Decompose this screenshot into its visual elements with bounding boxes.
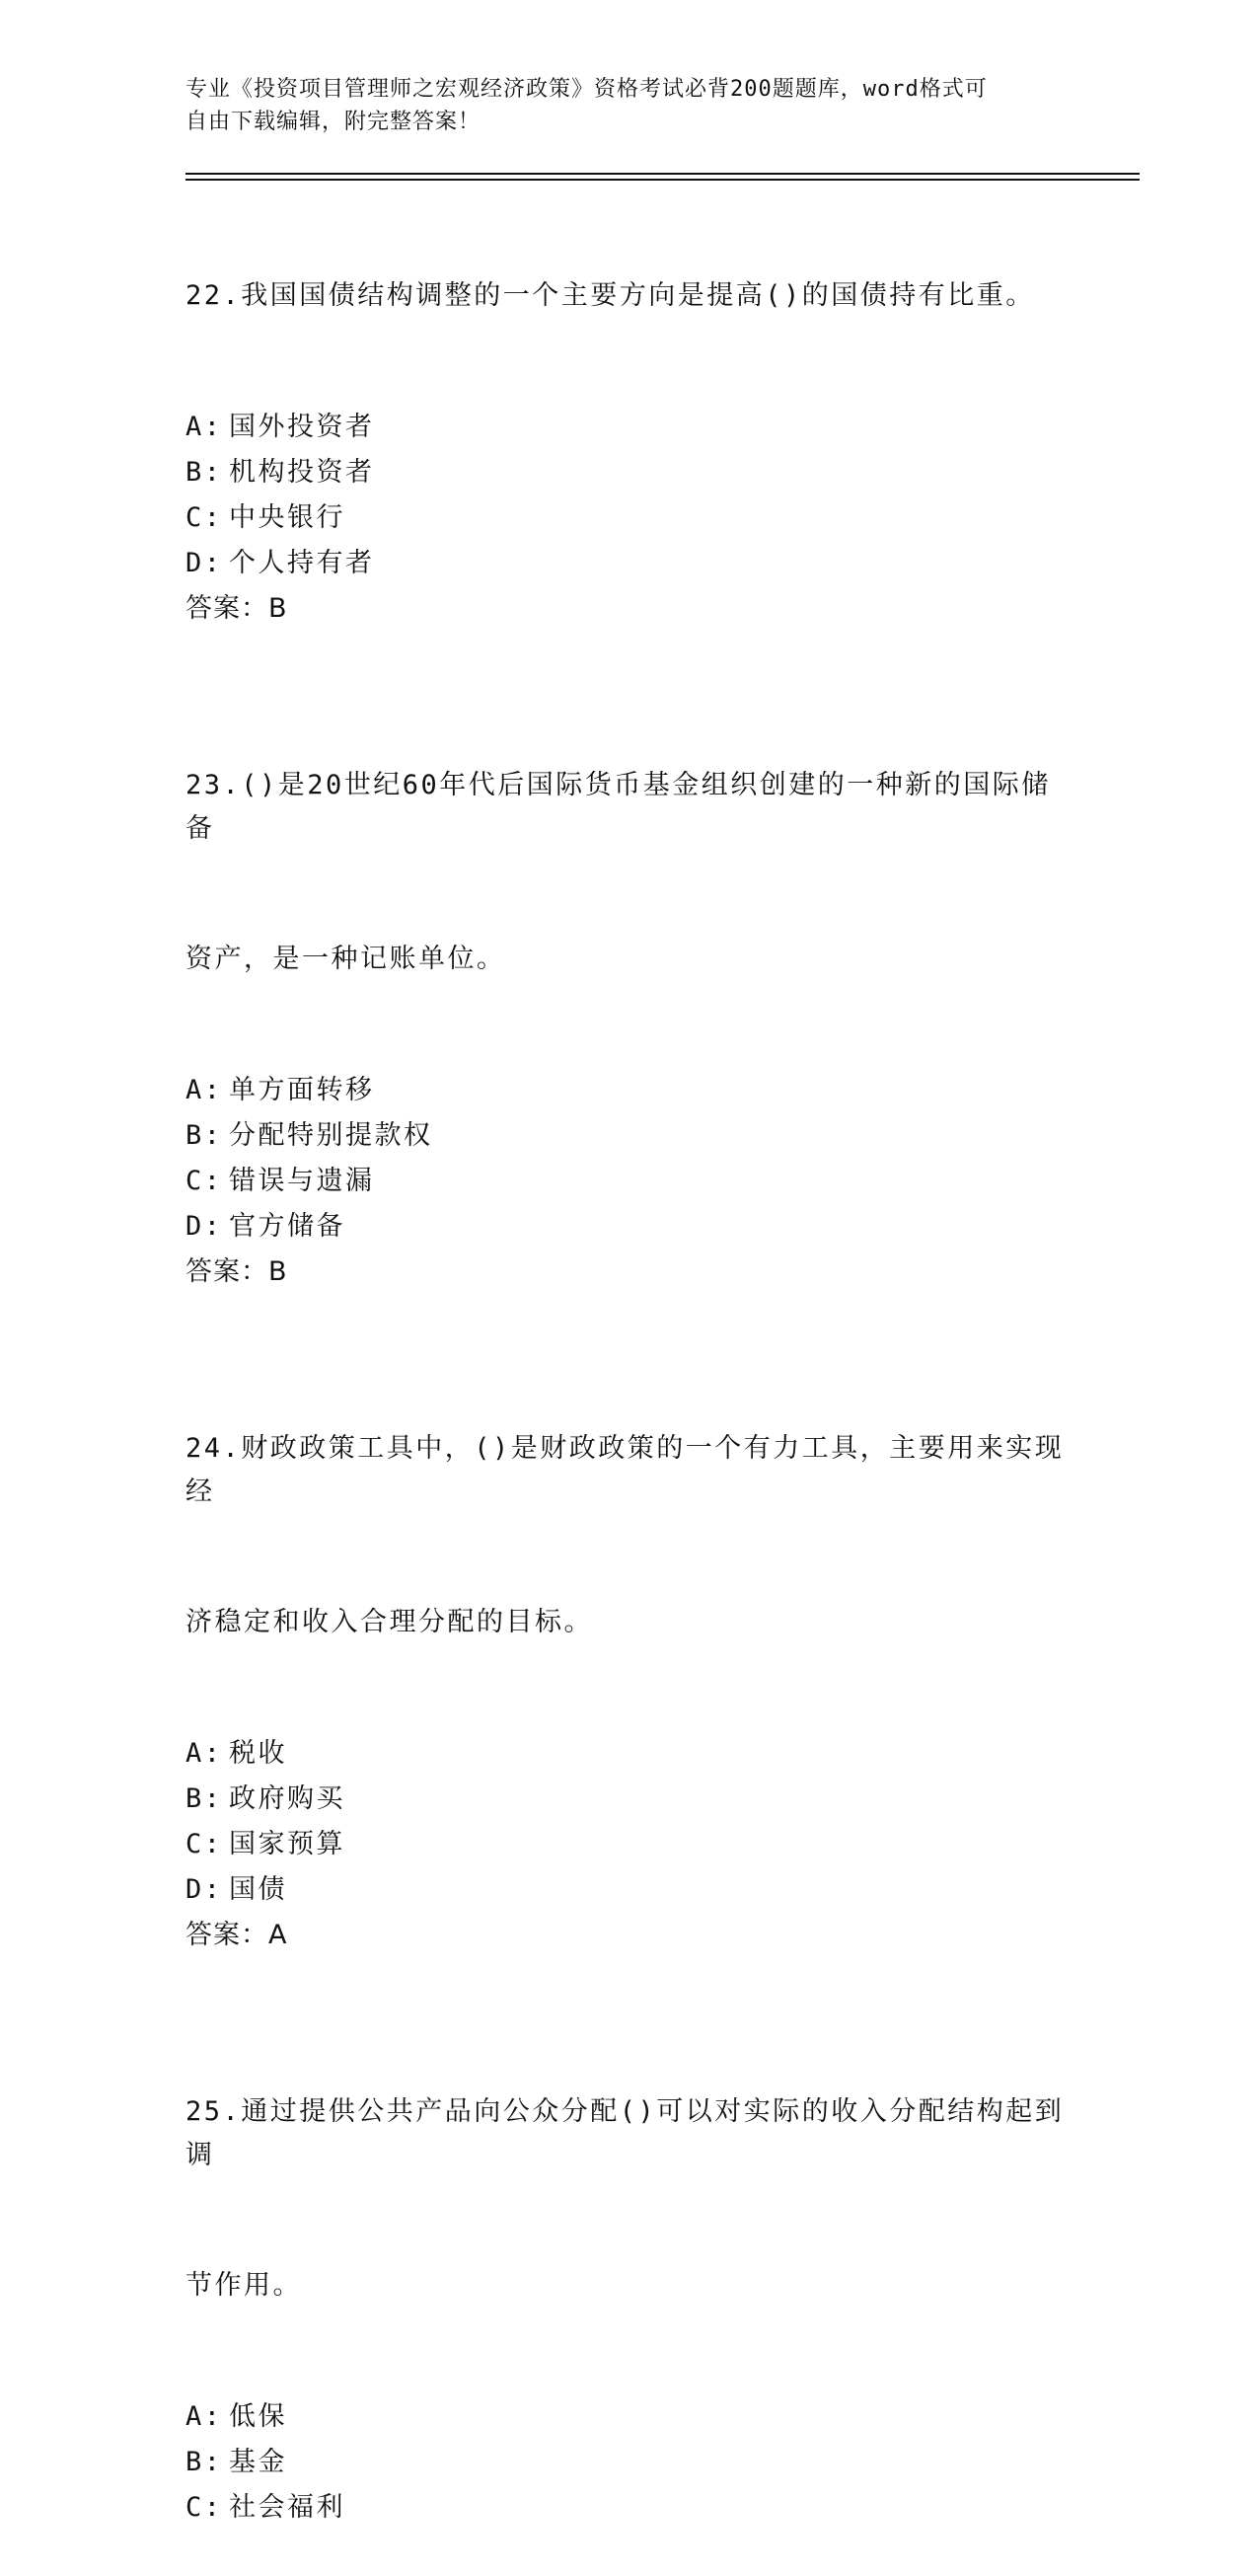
option-c bbox=[185, 1822, 1073, 1867]
header-divider-bottom bbox=[185, 179, 1140, 181]
question-stem-line: 23.()是20世纪60年代后国际货币基金组织创建的一种新的国际储备 bbox=[185, 770, 1051, 844]
answer-value: B bbox=[268, 1256, 288, 1287]
option-c bbox=[185, 1159, 1073, 1204]
option-a bbox=[185, 1731, 1073, 1777]
option-key: A: bbox=[185, 1075, 223, 1105]
option-text: 个人持有者 bbox=[229, 548, 375, 578]
answer-label: 答案： bbox=[185, 593, 268, 624]
question-stem bbox=[185, 188, 1073, 405]
option-key: B: bbox=[185, 1783, 223, 1814]
option-key: A: bbox=[185, 2401, 223, 2432]
answer-value: A bbox=[268, 1920, 288, 1950]
option-text: 税收 bbox=[229, 1738, 287, 1769]
answer-label: 答案： bbox=[185, 1256, 268, 1287]
option-key: C: bbox=[185, 502, 223, 533]
answer-line bbox=[185, 586, 1073, 632]
answer-label: 答案： bbox=[185, 1920, 268, 1950]
option-key: D: bbox=[185, 1874, 223, 1905]
option-c bbox=[185, 495, 1073, 541]
option-key: D: bbox=[185, 548, 223, 578]
option-a bbox=[185, 405, 1073, 450]
question-stem-line: 22.我国国债结构调整的一个主要方向是提高()的国债持有比重。 bbox=[185, 280, 1035, 311]
header-divider-top bbox=[185, 173, 1140, 175]
option-c bbox=[185, 2485, 1073, 2531]
option-text: 错误与遗漏 bbox=[229, 1166, 375, 1196]
option-text: 官方储备 bbox=[229, 1211, 345, 1242]
option-b bbox=[185, 450, 1073, 495]
option-key: C: bbox=[185, 2492, 223, 2523]
option-text: 国家预算 bbox=[229, 1829, 345, 1859]
option-text: 低保 bbox=[229, 2401, 287, 2432]
option-key: C: bbox=[185, 1829, 223, 1859]
option-text: 机构投资者 bbox=[229, 457, 375, 488]
question-stem-line: 济稳定和收入合理分配的目标。 bbox=[185, 1607, 593, 1637]
question-stem bbox=[185, 677, 1073, 1068]
question-stem bbox=[185, 2004, 1073, 2394]
option-key: B: bbox=[185, 457, 223, 488]
option-d bbox=[185, 541, 1073, 586]
option-key: B: bbox=[185, 2447, 223, 2477]
answer-line bbox=[185, 1913, 1073, 1958]
question-23 bbox=[185, 677, 1073, 1295]
option-text: 基金 bbox=[229, 2447, 287, 2477]
option-b bbox=[185, 1777, 1073, 1822]
question-stem-line: 24.财政政策工具中，()是财政政策的一个有力工具，主要用来实现经 bbox=[185, 1433, 1065, 1507]
option-key: D: bbox=[185, 1211, 223, 1242]
option-text: 政府购买 bbox=[229, 1783, 345, 1814]
option-d bbox=[185, 1867, 1073, 1913]
option-key: A: bbox=[185, 412, 223, 442]
option-b bbox=[185, 2440, 1073, 2485]
option-a bbox=[185, 1068, 1073, 1113]
header-line-1: 专业《投资项目管理师之宏观经济政策》资格考试必背200题题库，word格式可 bbox=[185, 77, 988, 102]
option-key: A: bbox=[185, 1738, 223, 1769]
answer-line bbox=[185, 1250, 1073, 1295]
question-stem-line: 节作用。 bbox=[185, 2270, 302, 2301]
question-24 bbox=[185, 1340, 1073, 1958]
option-a bbox=[185, 2394, 1073, 2440]
question-stem-line: 25.通过提供公共产品向公众分配()可以对实际的收入分配结构起到调 bbox=[185, 2096, 1065, 2170]
option-b bbox=[185, 1113, 1073, 1159]
option-text: 国外投资者 bbox=[229, 412, 375, 442]
option-key: C: bbox=[185, 1166, 223, 1196]
option-text: 社会福利 bbox=[229, 2492, 345, 2523]
question-stem-line: 资产，是一种记账单位。 bbox=[185, 944, 506, 974]
option-key: B: bbox=[185, 1120, 223, 1151]
question-25 bbox=[185, 2004, 1073, 2531]
option-text: 分配特别提款权 bbox=[229, 1120, 433, 1151]
document-header bbox=[185, 73, 1054, 138]
answer-value: B bbox=[268, 593, 288, 624]
question-22 bbox=[185, 188, 1073, 632]
option-d bbox=[185, 1204, 1073, 1250]
option-text: 中央银行 bbox=[229, 502, 345, 533]
option-text: 单方面转移 bbox=[229, 1075, 375, 1105]
question-list bbox=[185, 188, 1073, 2576]
option-text: 国债 bbox=[229, 1874, 287, 1905]
header-line-2: 自由下载编辑，附完整答案！ bbox=[185, 110, 481, 134]
question-stem bbox=[185, 1340, 1073, 1731]
